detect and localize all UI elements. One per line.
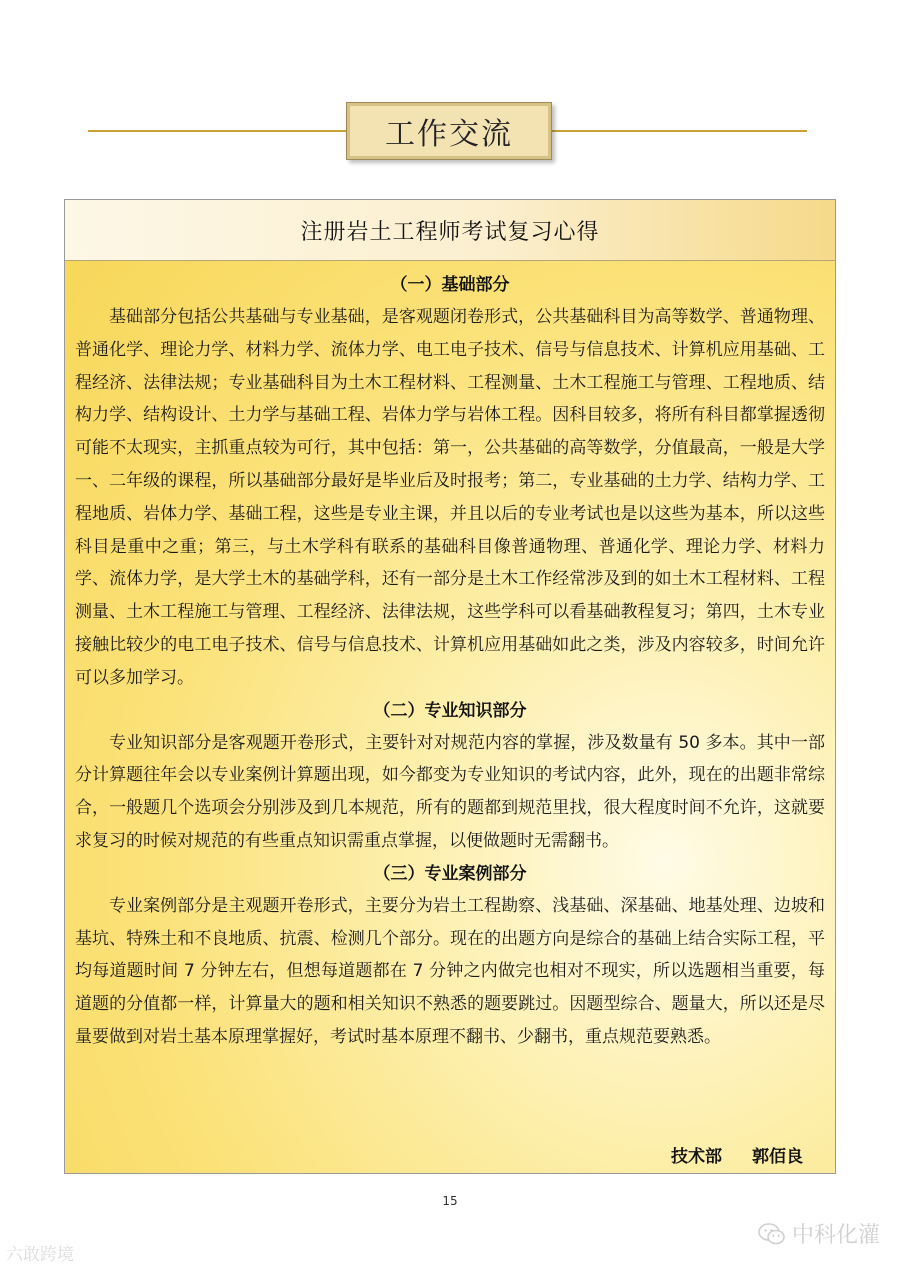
- signature: [671, 1142, 803, 1167]
- header-rule-right: [552, 130, 807, 132]
- signature-department: 技术部: [671, 1147, 722, 1167]
- watermark-right: [758, 1218, 880, 1249]
- article-card: [64, 199, 836, 1174]
- section-title: 工作交流: [385, 117, 513, 152]
- section-heading-basic: （一）基础部分: [390, 275, 510, 295]
- watermark-left: [6, 1240, 74, 1265]
- watermark-right-text: 中科化灌: [792, 1223, 881, 1248]
- page-number: 15: [442, 1194, 458, 1208]
- section-text-case: 专业案例部分是主观题开卷形式，主要分为岩土工程勘察、浅基础、深基础、地基处理、边坡和基坑、特殊土和不良地质、抗震、检测几个部分。现在的出题方向是综合的基础上结合实际工程，平均每道题时间 7 分钟左右，但想每道题都在 7 分钟之内做完也相对不现实，所以选题相当重要，每道题的分值都一样，计算量大的题和相关知识不熟悉的题要跳过。因题型综合、题量大，所以还是尽量要做到对岩土基本原理掌握好，考试时基本原理不翻书、少翻书，重点规范要熟悉。: [75, 895, 825, 1047]
- signature-author: 郭佰良: [752, 1147, 803, 1167]
- wechat-icon: [758, 1223, 786, 1245]
- article-header: [65, 200, 835, 261]
- section-text-basic: 基础部分包括公共基础与专业基础，是客观题闭卷形式，公共基础科目为高等数学、普通物理、普通化学、理论力学、材料力学、流体力学、电工电子技术、信号与信息技术、计算机应用基础、工程经济、法律法规；专业基础科目为土木工程材料、工程测量、土木工程施工与管理、工程地质、结构力学、结构设计、土力学与基础工程、岩体力学与岩体工程。因科目较多，将所有科目都掌握透彻可能不太现实，主抓重点较为可行，其中包括：第一，公共基础的高等数学，分值最高，一般是大学一、二年级的课程，所以基础部分最好是毕业后及时报考；第二，专业基础的土力学、结构力学、工程地质、岩体力学、基础工程，这些是专业主课，并且以后的专业考试也是以这些为基本，所以这些科目是重中之重；第三，与土木学科有联系的基础科目像普通物理、普通化学、理论力学、材料力学、流体力学，是大学土木的基础学科，还有一部分是土木工作经常涉及到的如土木工程材料、工程测量、土木工程施工与管理、工程经济、法律法规，这些学科可以看基础教程复习；第四，土木专业接触比较少的电工电子技术、信号与信息技术、计算机应用基础如此之类，涉及内容较多，时间允许可以多加学习。: [75, 307, 825, 688]
- header-rule-left: [88, 130, 348, 132]
- article-title: 注册岩土工程师考试复习心得: [300, 219, 600, 245]
- watermark-left-text: 六敢跨境: [6, 1245, 74, 1265]
- section-heading-case: （三）专业案例部分: [373, 863, 527, 884]
- article-body: [65, 261, 835, 1054]
- section-tab: [346, 102, 552, 160]
- section-heading-knowledge: （二）专业知识部分: [373, 700, 527, 721]
- section-text-knowledge: 专业知识部分是客观题开卷形式，主要针对对规范内容的掌握，涉及数量有 50 多本。其中一部分计算题往年会以专业案例计算题出现，如今都变为专业知识的考试内容，此外，现在的出题非常综合，一般题几个选项会分别涉及到几本规范，所有的题都到规范里找，很大程度时间不允许，这就要求复习的时候对规范的有些重点知识需重点掌握，以便做题时无需翻书。: [75, 732, 825, 851]
